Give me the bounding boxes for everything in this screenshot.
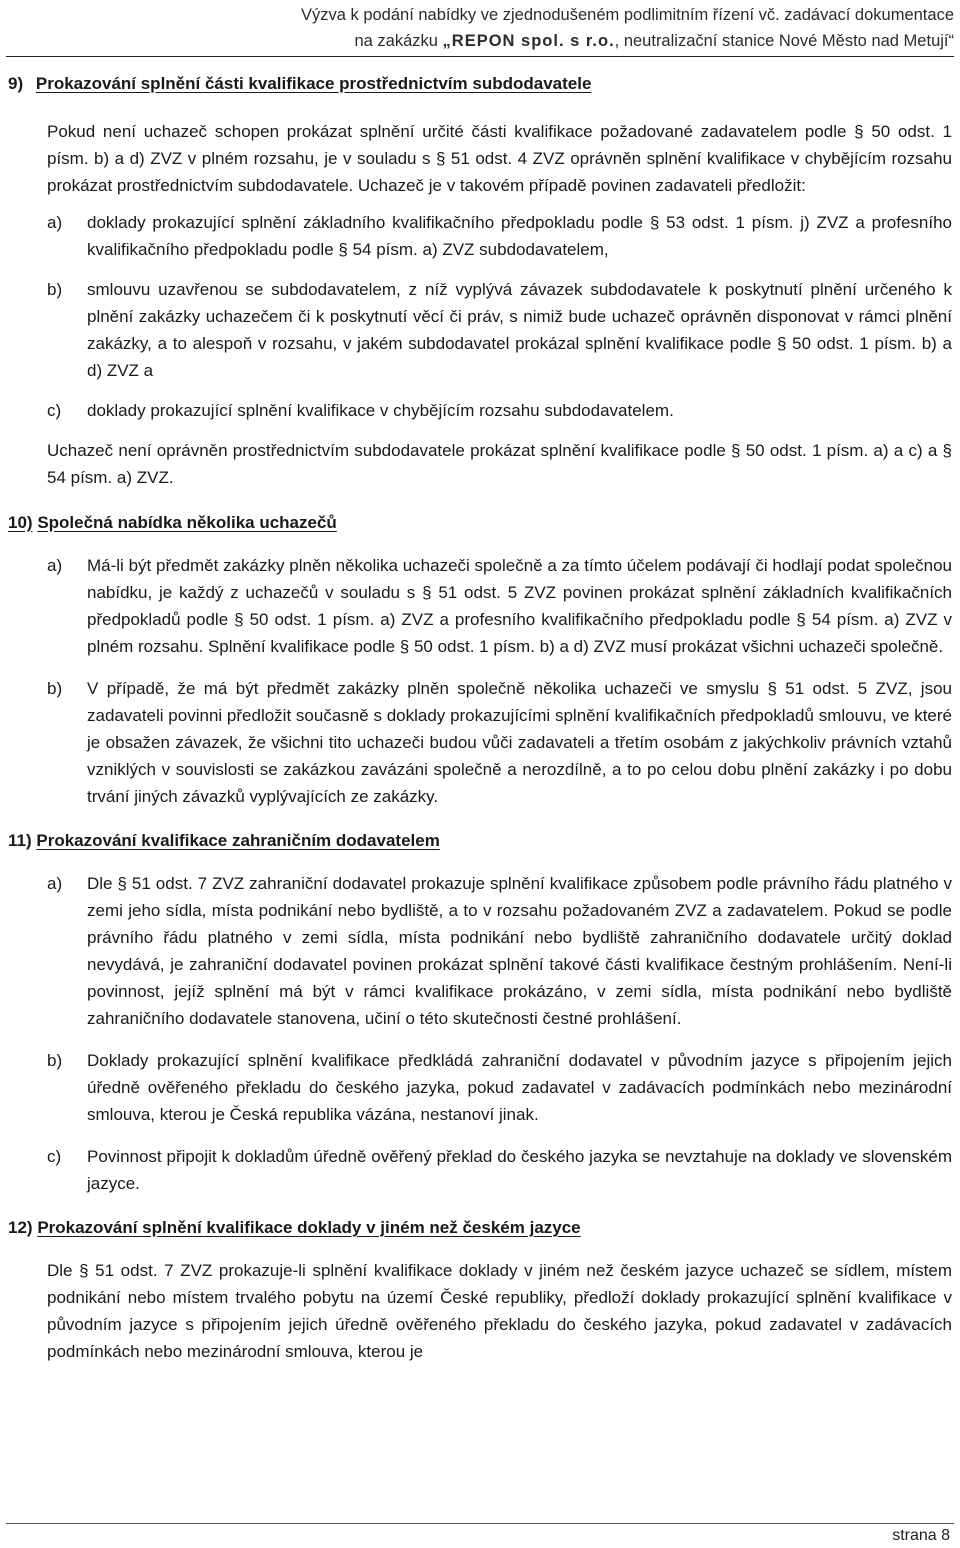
section-11-item-a xyxy=(0,870,960,1032)
header-line-2 xyxy=(301,28,954,54)
section-10-item-a xyxy=(0,552,960,660)
list-item-text: doklady prokazující splnění základního kvalifikačního předpokladu podle § 53 odst. 1 písm. j) ZVZ a profesního kvalifikačního předpokladu podle § 54 písm. a) ZVZ subdodavatelem, xyxy=(87,213,952,259)
section-9-item-c xyxy=(0,397,960,424)
section-12-heading xyxy=(0,1214,960,1241)
list-item-text: Povinnost připojit k dokladům úředně ověřený překlad do českého jazyka se nevztahuje na doklady ve slovenském jazyce. xyxy=(87,1147,952,1193)
list-item-text: Dle § 51 odst. 7 ZVZ zahraniční dodavatel prokazuje splnění kvalifikace způsobem podle právního řádu platného v zemi jeho sídla, místa podnikání nebo bydliště, a to v rozsahu požadovaném ZVZ a zadavatelem. Pokud se podle právního řádu platného v zemi sídla, místa podnikání nebo bydliště zahraničního dodavatele určitý doklad nevydává, je zahraniční dodavatel povinen prokázat splnění takové části kvalifikace čestným prohlášením. Není-li povinnost, jejíž splnění má být v rámci kvalifikace prokázáno, v zemi sídla, místa podnikání nebo bydliště zahraničního dodavatele stanovena, učiní o této skutečnosti čestné prohlášení. xyxy=(87,874,952,1028)
header-line-2-prefix: na zakázku xyxy=(354,32,443,50)
section-11-title: Prokazování kvalifikace zahraničním dodavatelem xyxy=(36,831,440,850)
list-label: a) xyxy=(47,213,63,232)
section-9-title: Prokazování splnění části kvalifikace prostřednictvím subdodavatele xyxy=(35,74,592,93)
section-11-heading xyxy=(0,827,960,854)
section-9-closing: Uchazeč není oprávněn prostřednictvím subdodavatele prokázat splnění kvalifikace podle § 50 odst. 1 písm. a) a c) a § 54 písm. a) ZVZ. xyxy=(47,441,952,487)
section-12-title: Prokazování splnění kvalifikace doklady v jiném než českém jazyce xyxy=(37,1218,581,1237)
list-label: b) xyxy=(47,280,63,299)
list-item-text: smlouvu uzavřenou se subdodavatelem, z níž vyplývá závazek subdodavatele k poskytnutí plnění určeného k plnění zakázky uchazečem či k poskytnutí věcí či práv, s nimiž bude uchazeč oprávněn disponovat v rámci plnění zakázky, a to alespoň v rozsahu, v jakém subdodavatel prokázal splnění kvalifikace podle § 50 odst. 1 písm. b) a d) ZVZ a xyxy=(87,280,952,380)
header-company-name: „REPON spol. s r.o. xyxy=(442,32,615,50)
list-label: c) xyxy=(47,1147,62,1166)
list-label: a) xyxy=(47,874,63,893)
page-number: strana 8 xyxy=(892,1527,950,1544)
list-item-text: doklady prokazující splnění kvalifikace v chybějícím rozsahu subdodavatelem. xyxy=(87,401,674,420)
header-line-1: Výzva k podání nabídky ve zjednodušeném podlimitním řízení vč. zadávací dokumentace xyxy=(300,6,954,24)
section-12-number: 12) xyxy=(8,1218,33,1237)
list-label: b) xyxy=(47,679,63,698)
footer-divider xyxy=(6,1523,954,1524)
list-label: b) xyxy=(47,1051,63,1070)
section-10-number: 10) xyxy=(8,513,33,532)
header-line-2-suffix: , neutralizační stanice Nové Město nad Metují“ xyxy=(614,32,954,50)
list-label: a) xyxy=(47,556,63,575)
section-9-item-b xyxy=(0,276,960,384)
section-9-heading xyxy=(0,70,960,97)
section-12-text: Dle § 51 odst. 7 ZVZ prokazuje-li splnění kvalifikace doklady v jiném než českém jazyce uchazeč se sídlem, místem podnikání nebo místem trvalého pobytu na území České republiky, předloží doklady prokazující splnění kvalifikace v původním jazyce s připojením jejich úředně ověřeného překladu do českého jazyka, pokud zadavatel v zadávacích podmínkách nebo mezinárodní smlouva, kterou je xyxy=(47,1261,952,1361)
page-header xyxy=(301,2,954,54)
section-10-title: Společná nabídka několika uchazečů xyxy=(37,513,337,532)
list-item-text: V případě, že má být předmět zakázky plněn společně několika uchazeči ve smyslu § 51 odst. 5 ZVZ, jsou zadavateli povinni předložit současně s doklady prokazujícími splnění kvalifikačních předpokladů smlouvu, ve které je obsažen závazek, že všichni tito uchazeči budou vůči zadavateli a třetím osobám z jakýchkoliv právních vztahů vzniklých v souvislosti se zakázkou zavázáni společně a nerozdílně, a to po celou dobu plnění zakázky i po dobu trvání jiných závazků vyplývajících ze zakázky. xyxy=(87,679,952,806)
section-10-heading xyxy=(0,509,960,536)
section-9-number: 9) xyxy=(8,74,24,93)
section-11-number: 11) xyxy=(8,831,32,850)
document-body xyxy=(0,70,960,1365)
section-9-item-a xyxy=(0,209,960,263)
section-9-intro: Pokud není uchazeč schopen prokázat splnění určité části kvalifikace požadované zadavatelem podle § 50 odst. 1 písm. b) a d) ZVZ v plném rozsahu, je v souladu s § 51 odst. 4 ZVZ oprávněn splnění kvalifikace v chybějícím rozsahu prokázat prostřednictvím subdodavatele. Uchazeč je v takovém případě povinen zadavateli předložit: xyxy=(47,122,952,195)
list-label: c) xyxy=(47,401,62,420)
list-item-text: Doklady prokazující splnění kvalifikace předkládá zahraniční dodavatel v původním jazyce s připojením jejich úředně ověřeného překladu do českého jazyka, pokud zadavatel v zadávacích podmínkách nebo mezinárodní smlouva, kterou je Česká republika vázána, nestanoví jinak. xyxy=(87,1051,952,1124)
list-item-text: Má-li být předmět zakázky plněn několika uchazeči společně a za tímto účelem podávají či hodlají podat společnou nabídku, je každý z uchazečů v souladu s § 51 odst. 5 ZVZ povinen prokázat splnění základních kvalifikačních předpokladů podle § 50 odst. 1 písm. a) ZVZ a profesního kvalifikačního předpokladu podle § 54 písm. a) ZVZ v plném rozsahu. Splnění kvalifikace podle § 50 odst. 1 písm. b) a d) ZVZ musí prokázat všichni uchazeči společně. xyxy=(87,556,952,656)
section-11-item-b xyxy=(0,1047,960,1128)
section-10-item-b xyxy=(0,675,960,810)
header-divider xyxy=(6,56,954,57)
section-11-item-c xyxy=(0,1143,960,1197)
